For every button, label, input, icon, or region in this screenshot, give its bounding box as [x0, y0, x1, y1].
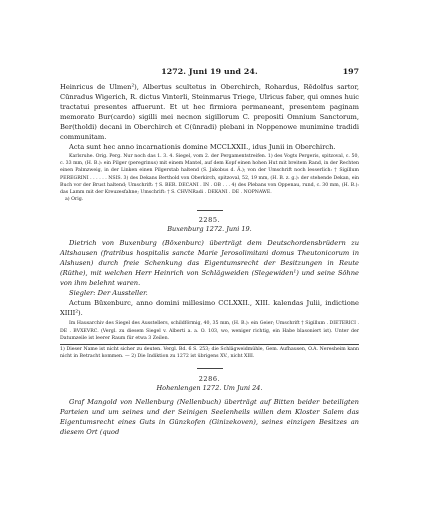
- doc-2284-footnote: a) Orig.: [65, 197, 84, 203]
- doc-2285-footnotes: 1) Dieser Name ist nicht sicher zu deuten. Vergl. Bd. 6 S. 253; die Schlägweidmühle, Gem. Aufhausen, O.A. Neresheim kann nicht in Betracht kommen. — 2) Die Indiktion zu 1272 ist übrigens XV., nicht XIII.: [60, 347, 359, 360]
- doc-2285-regest: Dietrich von Buxenburg (Bōxenburc) überträgt dem Deutschordensbrüdern zu Altshausen (fratribus hospitalis sancte Marie Jerosolimitani domus Theutonicorum in Alshusen) durch freie Schenkung das Eigentumsrecht der Besitzungen in Reute (Rüthe), mit welchen Herr Heinrich von Schlägweiden (Slegewiden¹) und seine Söhne von ihm belehnt waren.: [60, 239, 359, 288]
- doc-2284-witness-paragraph: Heinricus de Ulmen²), Albertus scultetus in Oberchirch, Rohardus, Rēdolfus sartor, Cūnradus Wigerich, R. dictus Vinterli, Steinmarus Triege, Ulricus faber, qui omnes huic tractatui presentes affuerunt. Et ut hec firmiora permaneant, presentem paginam memorato Bur(cardo) sigilli mei necnon sigillorum C. prepositi Omnium Sanctorum, Ber(tholdi) decani in Oberchirch et C(ūnradi) plebani in Noppenowe munimine tradidi communitam.: [60, 83, 359, 141]
- doc-2285-dating-clause: Actum Būxenburc, anno domini millesimo CCLXXII., XIII. kalendas Julii, indictione XIIII²).: [60, 299, 359, 318]
- doc-2285-heading: Buxenburg 1272. Juni 19.: [167, 225, 252, 234]
- doc-2286-heading: Hohenlengen 1272. Um Juni 24.: [156, 384, 263, 393]
- doc-2285-seal-notes: Im Hausarchiv des Siegel des Ausstellers, schildförmig, 40, 35 mm, (H. B.): ein Geier; Umschrift † Sigillum . DIETERICI . DE . BVXEVRC. (Vergl. zu diesem Siegel v. Alberti a. a. O. 103, wo, weniger richtig, ein Habe blasoniert ist). Unter der Datumzeile ist leerer Raum für etwa 3 Zeilen.: [60, 321, 359, 341]
- section-divider: [197, 368, 223, 369]
- page-body: [60, 82, 359, 437]
- running-title: 1272. Juni 19 und 24.: [161, 67, 258, 76]
- doc-2285-sealer: Siegler: Der Aussteller.: [69, 289, 148, 298]
- running-header: [60, 67, 359, 79]
- doc-2285-number: 2285.: [198, 216, 221, 225]
- doc-2286-number: 2286.: [198, 375, 221, 384]
- doc-2284-dating-clause: Acta sunt hec anno incarnationis domine MCCLXXII., idus Junii in Oberchirch.: [69, 143, 336, 151]
- footnote-rule: [60, 344, 359, 345]
- section-divider: [197, 210, 223, 211]
- page-number: 197: [342, 67, 359, 76]
- doc-2286-regest: Graf Mangold von Nellenburg (Nellenbuch) überträgt auf Bitten beider beteiligten Parteien und um seines und der Seinigen Seelenheils willen dem Kloster Salem das Eigentumsrecht eines Guts in Günzkofen (Ginizekoven), seines einzigen Besitzes an diesem Ort (quod: [60, 398, 359, 437]
- doc-2284-seal-notes: Karlsruhe. Orig. Perg. Nur noch das 1. 3. 4. Siegel, vom 2. der Pergamentstreifen. 1) des Vogts Pergeris, spitzoval, c. 50, c. 33 mm, (H. B.): ein Pilger (peregrinus) mit einem Mantel, auf dem Kopf einen hohen Hut mit breitem Rand, in der Rechten einen Palmzweig, in der Linken einen Pilgerstab haltend (S. Jakobus d. Ä.); von der Umschrift noch lesserlich: † Sigillum PEREGRINI . . . . . . NSIS. 3) des Dekans Berthold von Oberkirch, spitzoval, 52, 19 mm, (H. B. z. g.): der stehende Dekan, ein Buch vor der Brust haltend; Umschrift: † S. BER. DECANI . IN . OB . . . 4) des Plebans von Oppenau, rund, c. 30 mm, (H. B.): das Lamm mit der Kreuzesfahne; Umschrift: † S. CHVNRadi . DEKANI . DE . NOPNAWE.: [60, 154, 359, 196]
